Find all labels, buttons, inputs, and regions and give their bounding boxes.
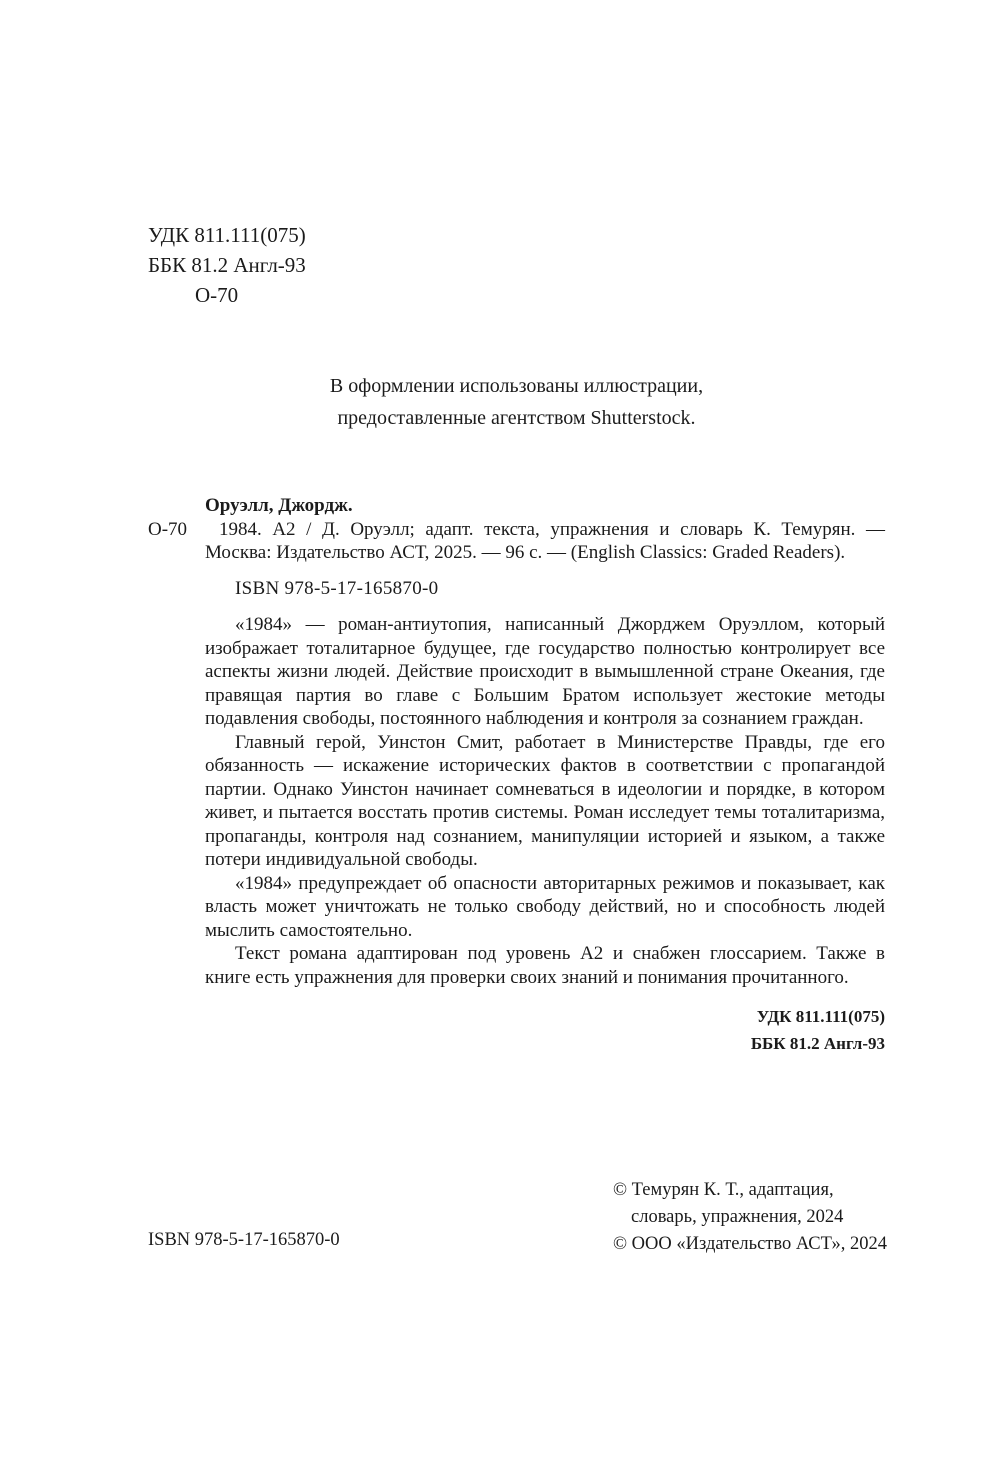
bibliographic-column bbox=[148, 494, 885, 1057]
annotation-paragraph: Текст романа адаптирован под уровень А2 и снабжен глоссарием. Также в книге есть упражнения для проверки своих знаний и понимания прочитанного. bbox=[205, 943, 885, 988]
copyright-adaptation-line-1: © Темурян К. Т., адаптация, bbox=[613, 1180, 834, 1200]
annotation-paragraph: «1984» предупреждает об опасности авторитарных режимов и показывает, как власть может уничтожать не только свободу действий, но и способность людей мыслить самостоятельно. bbox=[205, 872, 885, 941]
author-sign-top: О-70 bbox=[195, 283, 239, 307]
isbn-footer: ISBN 978-5-17-165870-0 bbox=[148, 1230, 340, 1250]
bbk-code-top: ББК 81.2 Англ-93 bbox=[148, 253, 306, 277]
author-heading: Оруэлл, Джордж. bbox=[205, 495, 353, 516]
annotation-paragraph: «1984» — роман-антиутопия, написанный Джорджем Оруэллом, который изображает тоталитарное будущее, где государство полностью контролирует все аспекты жизни людей. Действие происходит в вымышленной стране Океания, где правящая партия во главе с Большим Братом использует жестокие методы подавления свободы, постоянного наблюдения и контроля за сознанием граждан. bbox=[205, 614, 885, 729]
author-sign-entry: О-70 bbox=[148, 518, 188, 540]
copyright-adaptation-line-2: словарь, упражнения, 2024 bbox=[631, 1207, 844, 1227]
isbn-entry: ISBN 978-5-17-165870-0 bbox=[235, 577, 439, 599]
bbk-code-bottom: ББК 81.2 Англ-93 bbox=[750, 1034, 885, 1053]
copyright-block bbox=[613, 1177, 887, 1258]
bibliographic-description: 1984. А2 / Д. Оруэлл; адапт. текста, упражнения и словарь К. Темурян. — Москва: Издательство АСТ, 2025. — 96 с. — (English Classics: Graded Readers). bbox=[205, 518, 885, 563]
copyright-publisher: © ООО «Издательство АСТ», 2024 bbox=[613, 1234, 887, 1254]
credit-line-2: предоставленные агентством Shutterstock. bbox=[337, 407, 696, 429]
top-classification-codes bbox=[148, 220, 306, 310]
credit-line-1: В оформлении использованы иллюстрации, bbox=[329, 375, 704, 397]
bottom-classification-codes bbox=[205, 1003, 885, 1057]
udk-code-top: УДК 811.111(075) bbox=[148, 223, 306, 247]
annotation-paragraph: Главный герой, Уинстон Смит, работает в Министерстве Правды, где его обязанность — искажение исторических фактов в соответствии с пропагандой партии. Однако Уинстон начинает сомневаться в идеологии и порядке, в котором живет, и пытается восстать против системы. Роман исследует темы тоталитаризма, пропаганды, контроля над сознанием, манипуляции историей и языком, а также потери индивидуальной свободы. bbox=[205, 731, 885, 870]
bibliographic-entry bbox=[148, 518, 885, 565]
udk-code-bottom: УДК 811.111(075) bbox=[756, 1007, 885, 1026]
illustration-credit bbox=[148, 370, 885, 434]
